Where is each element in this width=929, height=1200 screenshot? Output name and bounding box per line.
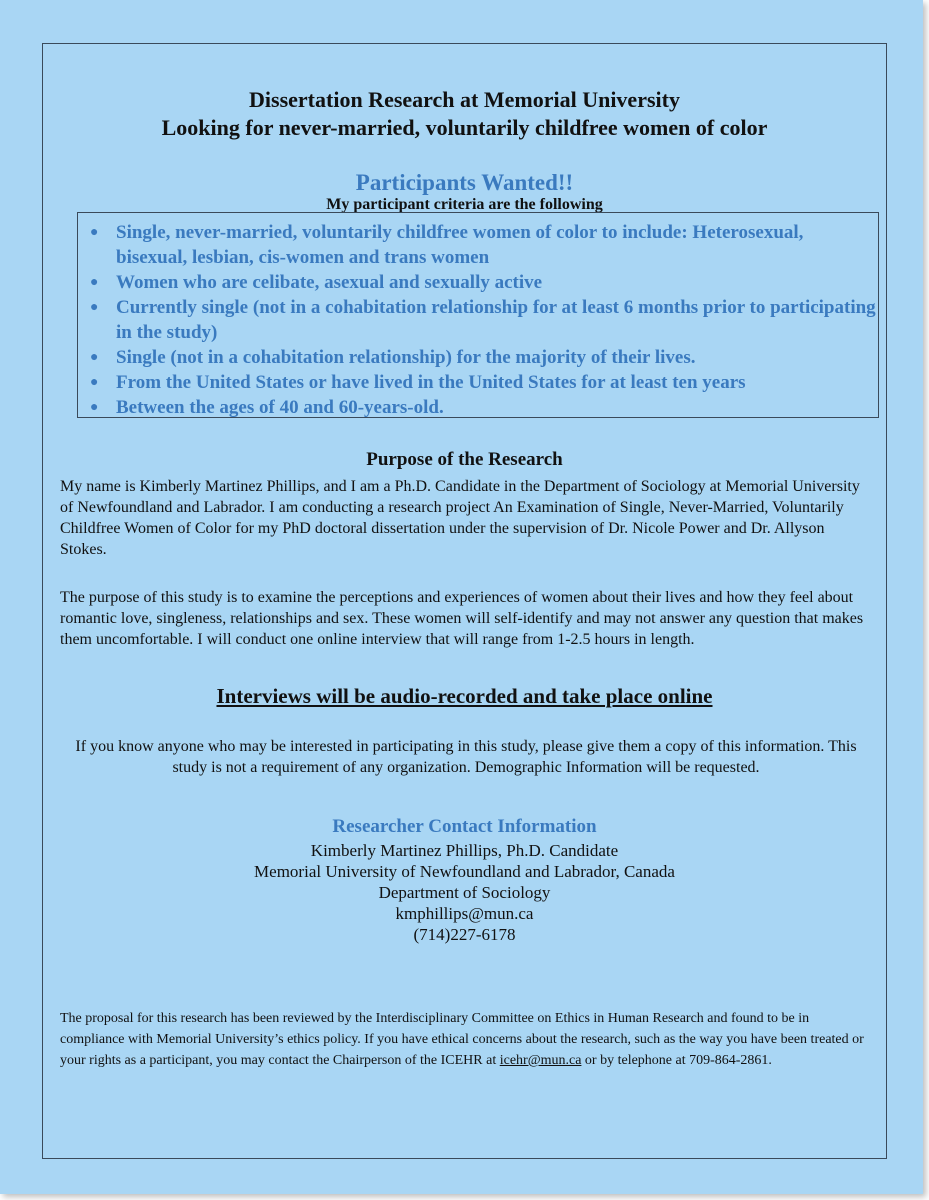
ethics-text: The proposal for this research has been reviewed by the Interdisciplinary Committee on Ethics in Human Research and found to be in compliance with Memorial University’s ethics policy. If you have ethical concerns about the research, such as the way you have been treated or your rights as a participant, you may contact the Chairperson of the ICEHR at — [60, 1011, 864, 1068]
ethics-email-link[interactable]: icehr@mun.ca — [499, 1053, 582, 1068]
ethics-statement — [60, 1008, 872, 1071]
bullet-icon: ● — [90, 350, 99, 365]
purpose-heading: Purpose of the Research — [366, 449, 563, 470]
bullet-icon: ● — [90, 400, 99, 415]
criteria-intro: My participant criteria are the following — [326, 196, 603, 213]
bullet-icon: ● — [90, 375, 99, 390]
purpose-paragraph-1: My name is Kimberly Martinez Phillips, and I am a Ph.D. Candidate in the Department of Sociology at Memorial University of Newfoundland and Labrador. I am conducting a research project An Examination of Single, Never-Married, Voluntarily Childfree Women of Color for my PhD doctoral dissertation under the supervision of Dr. Nicole Power and Dr. Allyson Stokes. — [60, 478, 860, 558]
purpose-paragraph-2: The purpose of this study is to examine the perceptions and experiences of women about their lives and how they feel about romantic love, singleness, relationships and sex. These women will self-identify and may not answer any question that makes them uncomfortable. I will conduct one online interview that will range from 1-2.5 hours in length. — [60, 589, 864, 648]
referral-note: If you know anyone who may be interested in participating in this study, please give them a copy of this information. This study is not a requirement of any organization. Demographic Information will be requested. — [75, 738, 857, 776]
contact-name: Kimberly Martinez Phillips, Ph.D. Candidate — [310, 841, 619, 860]
contact-block — [43, 840, 886, 945]
title-line-2: Looking for never-married, voluntarily childfree women of color — [161, 115, 768, 140]
criteria-text: Women who are celibate, asexual and sexually active — [116, 272, 543, 293]
bullet-icon: ● — [90, 275, 99, 290]
criteria-item — [90, 295, 878, 345]
criteria-text: Between the ages of 40 and 60-years-old. — [116, 397, 444, 418]
contact-phone: (714)227-6178 — [413, 925, 516, 944]
contact-email: kmphillips@mun.ca — [395, 904, 534, 923]
flyer-border — [42, 43, 887, 1159]
bullet-icon: ● — [90, 300, 99, 315]
bullet-icon: ● — [90, 225, 99, 240]
criteria-item — [90, 270, 878, 295]
criteria-item — [90, 370, 878, 395]
criteria-text: From the United States or have lived in the United States for at least ten years — [116, 372, 746, 393]
criteria-item — [90, 345, 878, 370]
contact-heading: Researcher Contact Information — [332, 816, 597, 837]
participants-wanted-heading: Participants Wanted!! — [355, 170, 574, 195]
criteria-box — [77, 212, 879, 418]
criteria-item — [90, 220, 878, 270]
contact-department: Department of Sociology — [378, 883, 551, 902]
criteria-text: Currently single (not in a cohabitation relationship for at least 6 months prior to participating in the study) — [116, 297, 876, 343]
ethics-phone-text: or by telephone at 709-864-2861. — [581, 1053, 772, 1068]
criteria-text: Single, never-married, voluntarily childfree women of color to include: Heterosexual, bisexual, lesbian, cis-women and trans women — [116, 222, 804, 268]
criteria-list — [78, 213, 878, 420]
interviews-heading: Interviews will be audio-recorded and take place online — [216, 684, 713, 708]
title-line-1: Dissertation Research at Memorial University — [249, 87, 680, 112]
criteria-text: Single (not in a cohabitation relationship) for the majority of their lives. — [116, 347, 696, 368]
criteria-item — [90, 395, 878, 420]
contact-institution: Memorial University of Newfoundland and Labrador, Canada — [254, 862, 675, 881]
